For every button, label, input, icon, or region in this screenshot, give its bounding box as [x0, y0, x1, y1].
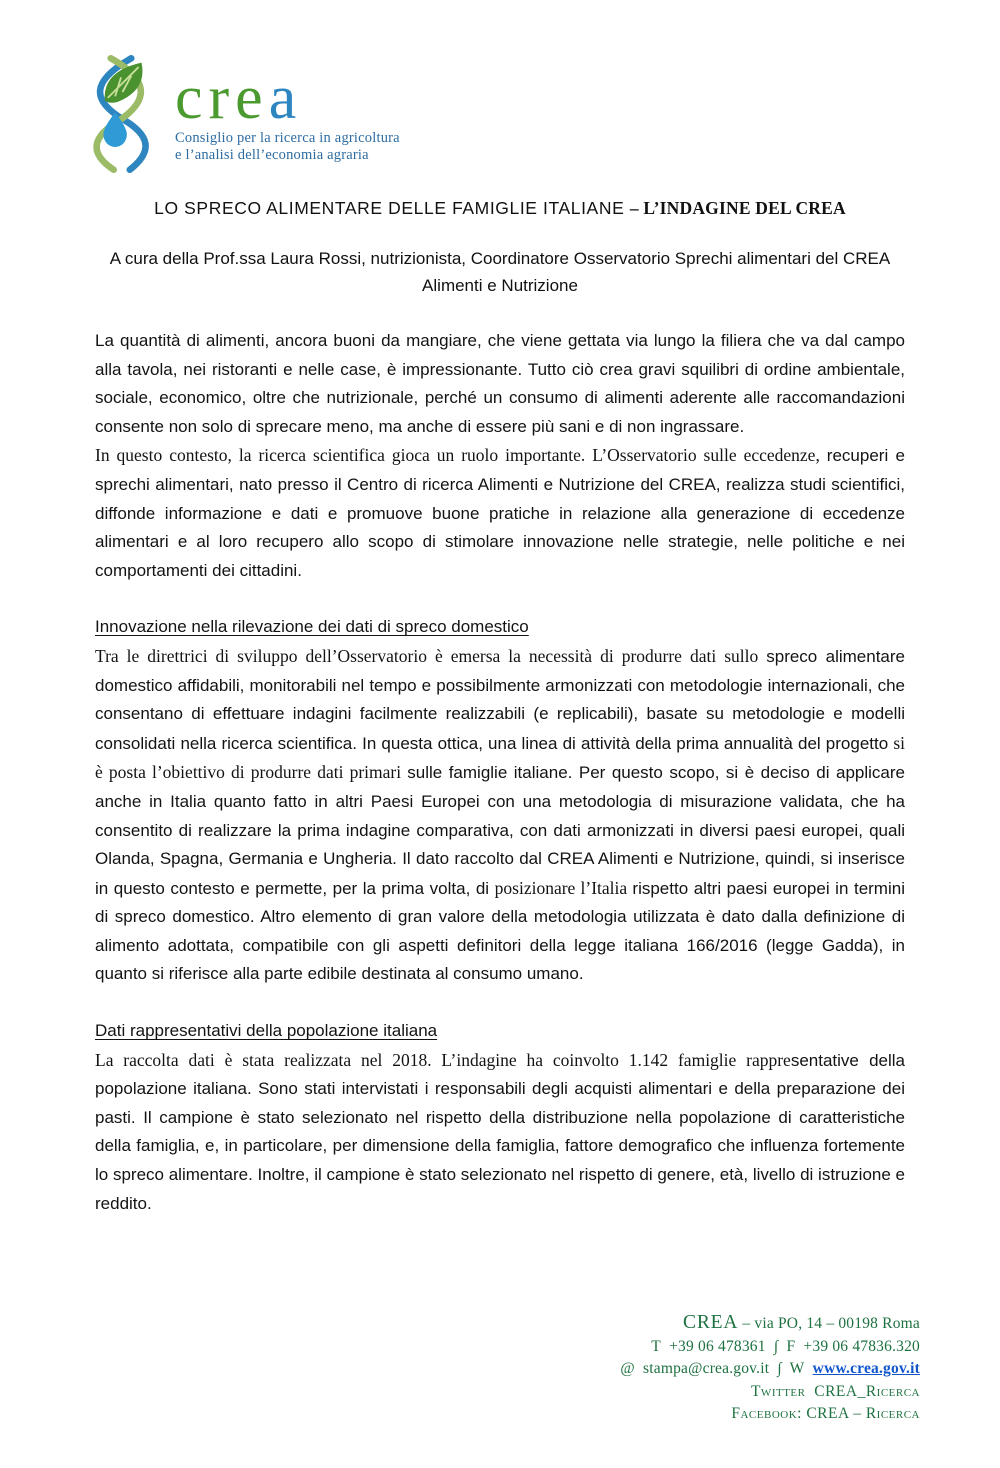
footer-address-rest: – via PO, 14 – 00198 Roma: [738, 1315, 920, 1332]
text-segment: rispetto altri paesi europei in termini di spreco domestico. Altro elemento di gran valore della metodologia utilizzata è dato dalla definizione di alimento adottata, compatibile con gli aspetti definitori della legge italiana 166/2016 (legge Gadda), in quanto si riferisce alla parte edibile destinata al consumo umano.: [95, 878, 905, 984]
logo-tagline-line1: Consiglio per la ricerca in agricoltura: [175, 130, 400, 146]
section-heading: Dati rappresentativi della popolazione italiana: [95, 1021, 438, 1041]
text-segment: posizionare l’Italia: [494, 877, 633, 898]
logo-tagline-line2: e l’analisi dell’economia agraria: [175, 147, 369, 163]
text-segment: sulle famiglie italiane. Per questo scopo, si è deciso di applicare anche in Italia quanto fatto in altri Paesi Europei con una metodologia di misurazione validata, che ha consentito di realizzare la prima indagine comparativa, con dati armonizzati in diversi paesi europei, quali Olanda, Spagna, Germania e Ungheria. Il dato raccolto dal CREA Alimenti e Nutrizione, quindi, si inserisce in questo contesto e permette, per la prima volta, di: [95, 763, 905, 898]
title-serif-part: – L’INDAGINE DEL CREA: [629, 198, 846, 218]
logo-text: [175, 54, 400, 164]
paragraph: [95, 327, 905, 441]
wordmark-blue-part: a: [268, 64, 303, 132]
text-segment: Tra le direttrici di sviluppo dell’Osservatorio è emersa la necessità di produrre dati sullo: [95, 645, 767, 666]
footer-email-prefix: @ stampa@crea.gov.it ∫ W: [620, 1360, 813, 1377]
title-sans-part: LO SPRECO ALIMENTARE DELLE FAMIGLIE ITALIANE: [154, 198, 630, 218]
document-body: [95, 327, 905, 1218]
document-page: [0, 54, 1000, 1468]
byline: A cura della Prof.ssa Laura Rossi, nutrizionista, Coordinatore Osservatorio Sprechi alimentari del CREA Alimenti e Nutrizione: [109, 249, 891, 295]
text-segment: recuperi e sprechi alimentari, nato presso il Centro di ricerca Alimenti e Nutrizione del CREA, realizza studi scientifici, diffonde informazione e dati e promuove buone pratiche in relazione alla generazione di eccedenze alimentari e al loro recupero allo scopo di stimolare innovazione nelle strategie, nelle politiche e nei comportamenti dei cittadini.: [95, 446, 905, 580]
section-heading: Innovazione nella rilevazione dei dati di spreco domestico: [95, 617, 529, 637]
wordmark-green-part: cre: [175, 64, 269, 132]
text-segment: La raccolta dati è stata realizzata nel 2018. L’indagine ha coinvolto 1.142 famiglie rappre: [95, 1049, 791, 1070]
document-content: [0, 54, 1000, 1218]
crea-logo-icon: [77, 54, 165, 174]
page-title: [95, 198, 905, 219]
footer-email-line: [620, 1358, 920, 1381]
logo-wordmark: [175, 64, 400, 132]
footer-phone-line: T +39 06 478361 ∫ F +39 06 47836.320: [651, 1337, 920, 1355]
text-segment: sentative della popolazione italiana. Sono stati intervistati i responsabili degli acquisti alimentari e della preparazione dei pasti. Il campione è stato selezionato nel rispetto della distribuzione nella popolazione di caratteristiche della famiglia, e, in particolare, per dimensione della famiglia, fattore demografico che influenza fortemente lo spreco alimentare. Inoltre, il campione è stato selezionato nel rispetto di genere, età, livello di istruzione e reddito.: [95, 1050, 905, 1213]
text-segment: spreco alimentare domestico affidabili, monitorabili nel tempo e possibilmente armonizzati con metodologie internazionali, che consentano di effettuare indagini facilmente realizzabili (e replicabili), basate su metodologie e modelli consolidati nella ricerca scientifica. In questa ottica, una linea di attività della prima annualità del progetto: [95, 646, 905, 753]
paragraph: [95, 642, 905, 989]
footer-website-link[interactable]: www.crea.gov.it: [812, 1360, 920, 1377]
crea-logo: [77, 54, 905, 174]
paragraph: [95, 1046, 905, 1219]
footer-address-line: [620, 1312, 920, 1336]
footer-contact-block: [620, 1312, 920, 1426]
paragraph: [95, 441, 905, 585]
text-segment: La quantità di alimenti, ancora buoni da mangiare, che viene gettata via lungo la filiera che va dal campo alla tavola, nei ristoranti e nelle case, è impressionante. Tutto ciò crea gravi squilibri di ordine ambientale, sociale, economico, oltre che nutrizionale, perché un consumo di alimenti aderente alle raccomandazioni consente non solo di sprecare meno, ma anche di essere più sani e di non ingrassare.: [95, 331, 905, 436]
footer-org-name: CREA: [683, 1312, 739, 1333]
text-segment: si è posta l’obiettivo di produrre dati primari: [95, 732, 905, 783]
text-segment: In questo contesto, la ricerca scientifica gioca un ruolo importante. L’Osservatorio sulle eccedenze,: [95, 445, 827, 466]
footer-twitter-line: Twitter CREA_Ricerca: [750, 1382, 920, 1400]
footer-facebook-line: Facebook: CREA – Ricerca: [731, 1405, 920, 1422]
logo-tagline: [175, 130, 400, 164]
